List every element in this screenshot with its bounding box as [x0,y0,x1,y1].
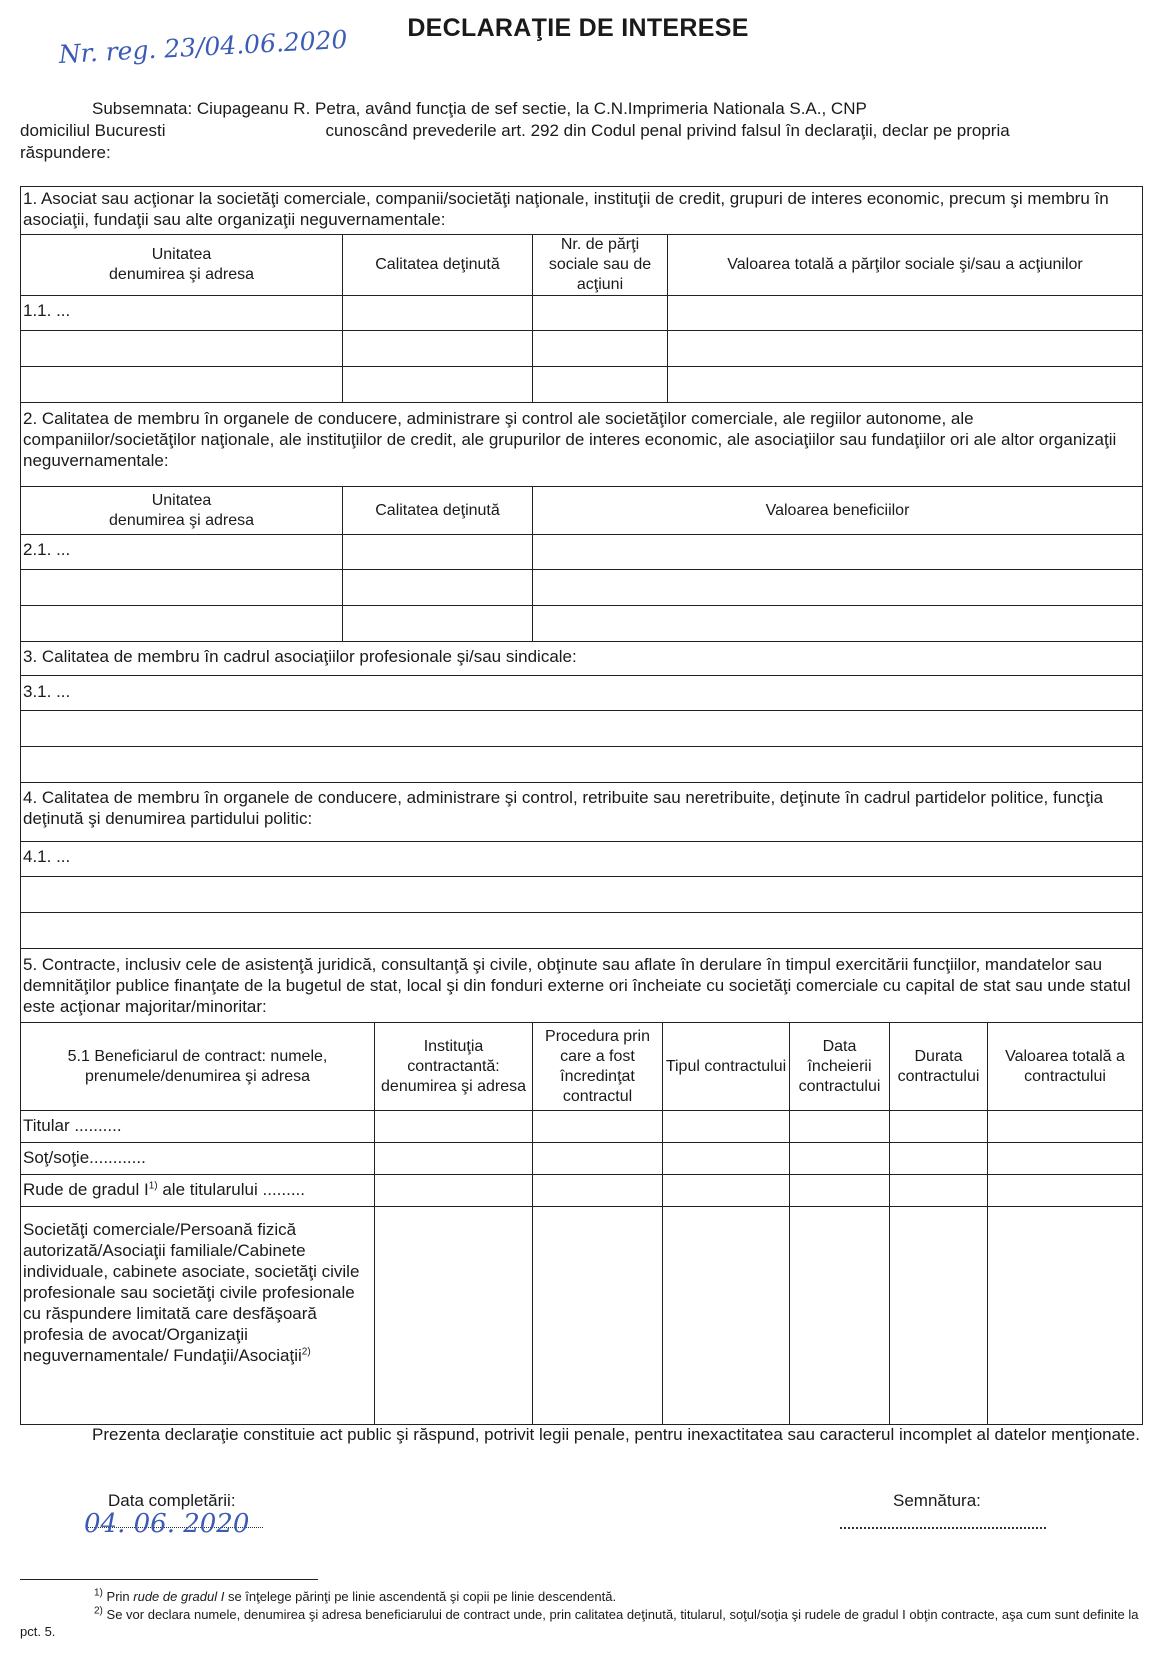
s1-cell[interactable] [533,331,668,367]
s5-cell[interactable] [790,1175,890,1207]
s5-cell[interactable] [988,1175,1143,1207]
s1-cell[interactable] [668,331,1143,367]
s2-col-valoarea-beneficiilor: Valoarea beneficiilor [533,487,1143,535]
s5-col-procedura: Procedura prin care a fost încredinţat contractul [533,1023,663,1111]
signature-label: Semnătura: [893,1491,981,1510]
s5-cell[interactable] [890,1143,988,1175]
intro-domicile: domiciliul Bucuresti [20,121,166,140]
s5-cell[interactable] [663,1207,790,1425]
s5-cell[interactable] [790,1143,890,1175]
s5-col-durata: Durata contractului [890,1023,988,1111]
s1-cell[interactable] [668,367,1143,403]
s1-col-valoarea: Valoarea totală a părţilor sociale şi/sau a acţiunilor [668,235,1143,296]
s5-col-institutia: Instituţia contractantă: denumirea şi adresa [375,1023,533,1111]
s4-cell[interactable] [21,913,1143,949]
s2-row-2-1[interactable]: 2.1. ... [21,535,343,570]
s5-row-titular[interactable]: Titular .......... [21,1111,375,1143]
date-value-handwritten[interactable]: 04. 06. 2020 [84,1509,250,1539]
s5-cell[interactable] [375,1111,533,1143]
s5-cell[interactable] [533,1143,663,1175]
intro-line-2: cunoscând prevederile art. 292 din Codul penal privind falsul în declaraţii, declar pe propria [325,121,1010,140]
closing-statement: Prezenta declaraţie constituie act public şi răspund, potrivit legii penale, pentru inexactitatea sau caracterul incomplet al datelor menţionate. [92,1425,1140,1444]
s5-cell[interactable] [375,1207,533,1425]
s1-col-calitatea: Calitatea deţinută [343,235,533,296]
s5-cell[interactable] [890,1175,988,1207]
s2-cell[interactable] [21,570,343,606]
s1-cell[interactable] [21,331,343,367]
s5-cell[interactable] [533,1111,663,1143]
s4-cell[interactable] [21,877,1143,913]
intro-paragraph [20,98,1140,164]
section-4-heading: 4. Calitatea de membru în organele de conducere, administrare şi control, retribuite sau neretribuite, deţinute în cadrul partidelor politice, funcţia deţinută şi denumirea partidului politic: [21,783,1143,842]
s5-col-tipul: Tipul contractului [663,1023,790,1111]
registration-number-handwritten: Nr. reg. 23/04.06.2020 [58,24,349,69]
s1-cell[interactable] [343,296,533,331]
s2-col-calitatea: Calitatea deţinută [343,487,533,535]
s1-cell[interactable] [533,296,668,331]
signature-line[interactable] [840,1515,1046,1529]
s2-cell[interactable] [343,570,533,606]
s2-cell[interactable] [21,606,343,642]
s5-row-sot-sotie[interactable]: Soţ/soţie............ [21,1143,375,1175]
s1-col-nr-parti: Nr. de părţi sociale sau de acţiuni [533,235,668,296]
s5-cell[interactable] [790,1111,890,1143]
intro-line-1: Subsemnata: Ciupageanu R. Petra, având funcţia de sef sectie, la C.N.Imprimeria Nationala S.A., CNP [92,99,867,118]
intro-line-3: răspundere: [20,143,111,162]
s2-col-unitatea: Unitatea denumirea şi adresa [21,487,343,535]
footnote-1: $^{1)}$ Prin rude de gradul I se înţelege părinţi pe linie ascendentă şi copii pe linie descendentă. [94,1587,617,1604]
s5-cell[interactable] [790,1207,890,1425]
s2-cell[interactable] [343,606,533,642]
section-5-heading: 5. Contracte, inclusiv cele de asistenţă juridică, consultanţă şi civile, obţinute sau aflate în derulare în timpul exercitării funcţiilor, mandatelor sau demnităţilor publice finanţate de la bugetul de stat, local şi din fonduri externe ori încheiate cu societăţi comerciale cu capital de stat sau unde statul este acţionar majoritar/minoritar: [21,949,1143,1023]
s1-cell[interactable] [21,367,343,403]
s3-cell[interactable] [21,747,1143,783]
s5-cell[interactable] [663,1111,790,1143]
s1-cell[interactable] [343,331,533,367]
page-title: DECLARAŢIE DE INTERESE [407,14,749,42]
s5-cell[interactable] [533,1175,663,1207]
s5-cell[interactable] [663,1175,790,1207]
s1-cell[interactable] [343,367,533,403]
s5-cell[interactable] [988,1143,1143,1175]
section-2-heading: 2. Calitatea de membru în organele de conducere, administrare şi control ale societăţilor comerciale, ale regiilor autonome, ale companiilor/societăţilor naţionale, ale instituţiilor de credit, ale grupurilor de interes economic, ale asociaţiilor sau fundaţiilor ori ale altor organizaţii neguvernamentale: [21,403,1143,487]
s1-row-1-1[interactable]: 1.1. ... [21,296,343,331]
declaration-table [20,186,1143,1425]
section-1-heading: 1. Asociat sau acţionar la societăţi comerciale, companii/societăţi naţionale, instituţii de credit, grupuri de interes economic, precum şi membru în asociaţii, fundaţii sau alte organizaţii neguvernamentale: [21,187,1143,235]
s5-col-beneficiar: 5.1 Beneficiarul de contract: numele, prenumele/denumirea şi adresa [21,1023,375,1111]
s2-cell[interactable] [533,606,1143,642]
s5-cell[interactable] [890,1207,988,1425]
s5-col-valoarea: Valoarea totală a contractului [988,1023,1143,1111]
s3-cell[interactable] [21,711,1143,747]
s2-cell[interactable] [343,535,533,570]
s5-cell[interactable] [375,1175,533,1207]
section-3-heading: 3. Calitatea de membru în cadrul asociaţiilor profesionale şi/sau sindicale: [21,642,1143,676]
s2-cell[interactable] [533,535,1143,570]
s5-cell[interactable] [988,1207,1143,1425]
s5-cell[interactable] [663,1143,790,1175]
footnote-divider [20,1579,318,1580]
s5-cell[interactable] [988,1111,1143,1143]
date-label: Data completării: [108,1491,236,1510]
s5-cell[interactable] [533,1207,663,1425]
s2-cell[interactable] [533,570,1143,606]
s4-row-4-1[interactable]: 4.1. ... [21,842,1143,877]
s3-row-3-1[interactable]: 3.1. ... [21,676,1143,711]
s5-cell[interactable] [890,1111,988,1143]
s5-row-rude[interactable]: Rude de gradul $I^{1)}$ ale titularului ......... [21,1175,375,1207]
s1-cell[interactable] [533,367,668,403]
s5-col-data: Data încheierii contractului [790,1023,890,1111]
s1-col-unitatea: Unitatea denumirea şi adresa [21,235,343,296]
s5-row-societati[interactable]: Societăţi comerciale/Persoană fizică autorizată/Asociaţii familiale/Cabinete individuale, cabinete asociate, societăţi civile profesionale sau societăţi civile profesionale cu răspundere limitată care desfăşoară profesia de avocat/Organizaţii neguvernamentale/ Fundaţii/Asociaţii$^{2)}$ [21,1207,375,1425]
s5-cell[interactable] [375,1143,533,1175]
footnote-2: $^{2)}$ Se vor declara numele, denumirea şi adresa beneficiarului de contract unde, prin calitatea deţinută, titularul, soţul/soţia şi rudele de gradul I obţin contracte, aşa cum sunt definite la pct. 5. [20,1605,1139,1639]
s1-cell[interactable] [668,296,1143,331]
